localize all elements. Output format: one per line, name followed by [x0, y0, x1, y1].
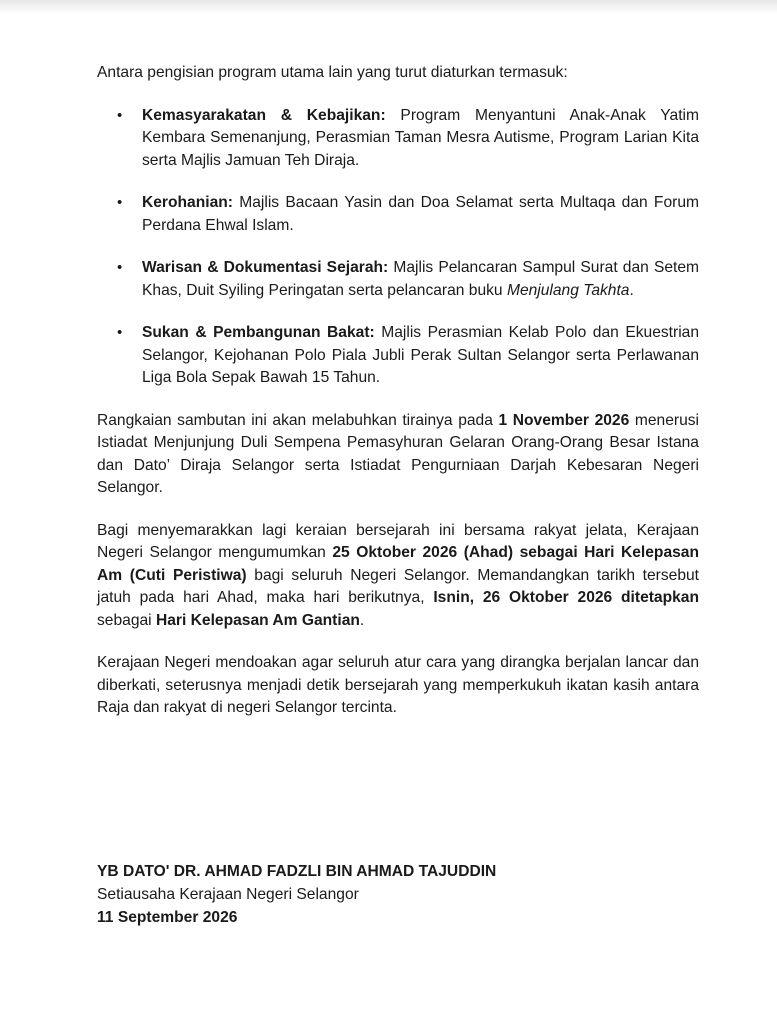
holiday-announcement-paragraph [97, 520, 699, 633]
text-run: Bagi menyemarakkan lagi keraian bersejarah ini bersama rakyat jelata, Kerajaan Negeri Selangor mengumumkan [97, 521, 699, 561]
list-item-tail: . [629, 281, 634, 299]
text-run: Rangkaian sambutan ini akan melabuhkan tirainya pada [97, 411, 499, 429]
bullet-icon: • [117, 324, 123, 341]
signatory-position: Setiausaha Kerajaan Negeri Selangor [97, 886, 359, 903]
list-item [97, 105, 699, 173]
replacement-date: Isnin, 26 Oktober 2026 ditetapkan [433, 589, 700, 606]
closing-ceremony-paragraph [97, 410, 699, 500]
text-run: menerusi Istiadat Menjunjung Duli Sempena Pemasyhuran Gelaran Orang-Orang Besar Istana dan Dato’ Diraja Selangor serta Istiadat Pengurniaan Darjah Kebesaran Negeri Selangor. [97, 411, 700, 496]
list-item [97, 257, 699, 302]
list-item-text: Program Menyantuni Anak-Anak Yatim Kembara Semenanjung, Perasmian Taman Mesra Autisme, Program Larian Kita serta Majlis Jamuan Teh Diraja. [142, 106, 699, 169]
list-item-text: Majlis Bacaan Yasin dan Doa Selamat serta Multaqa dan Forum Perdana Ehwal Islam. [142, 194, 699, 234]
list-item-text: Majlis Perasmian Kelab Polo dan Ekuestrian Selangor, Kejohanan Polo Piala Jubli Perak Sultan Selangor serta Perlawanan Liga Bola Sepak Bawah 15 Tahun. [142, 324, 700, 386]
closing-date: 1 November 2026 [498, 411, 630, 429]
text-run: . [359, 611, 365, 629]
book-title: Menjulang Takhta [506, 281, 630, 299]
bullet-icon: • [117, 106, 123, 124]
prayer-paragraph: Kerajaan Negeri mendoakan agar seluruh atur cara yang dirangka berjalan lancar dan diberkati, seterusnya menjadi detik bersejarah yang memperkukuh ikatan kasih antara Raja dan rakyat di negeri Selangor tercinta. [97, 654, 699, 716]
list-item [97, 322, 699, 390]
list-item-title: Kerohanian: [142, 194, 233, 211]
bullet-icon: • [117, 194, 123, 211]
list-item-title: Sukan & Pembangunan Bakat: [142, 324, 375, 341]
replacement-holiday: Hari Kelepasan Am Gantian [155, 611, 360, 629]
text-run: bagi seluruh Negeri Selangor. Memandangkan tarikh tersebut jatuh pada hari Ahad, maka hari berikutnya, [97, 566, 699, 606]
text-run: sebagai [97, 611, 156, 629]
holiday-date: 25 Oktober 2026 (Ahad) sebagai Hari Kelepasan Am (Cuti Peristiwa) [97, 544, 700, 584]
list-item-text: Majlis Pelancaran Sampul Surat dan Setem Khas, Duit Syiling Peringatan serta pelancaran buku [142, 259, 700, 299]
signature-date: 11 September 2026 [97, 909, 238, 926]
document-body [97, 62, 699, 740]
program-list [97, 105, 699, 390]
signatory-name: YB DATO' DR. AHMAD FADZLI BIN AHMAD TAJUDDIN [97, 863, 497, 880]
intro-paragraph: Antara pengisian program utama lain yang turut diaturkan termasuk: [97, 64, 568, 81]
list-item [97, 192, 699, 237]
list-item-title: Warisan & Dokumentasi Sejarah: [142, 259, 389, 276]
list-item-title: Kemasyarakatan & Kebajikan: [142, 106, 386, 124]
signature-block [97, 860, 496, 929]
page-top-shadow [0, 0, 777, 14]
bullet-icon: • [117, 259, 123, 276]
